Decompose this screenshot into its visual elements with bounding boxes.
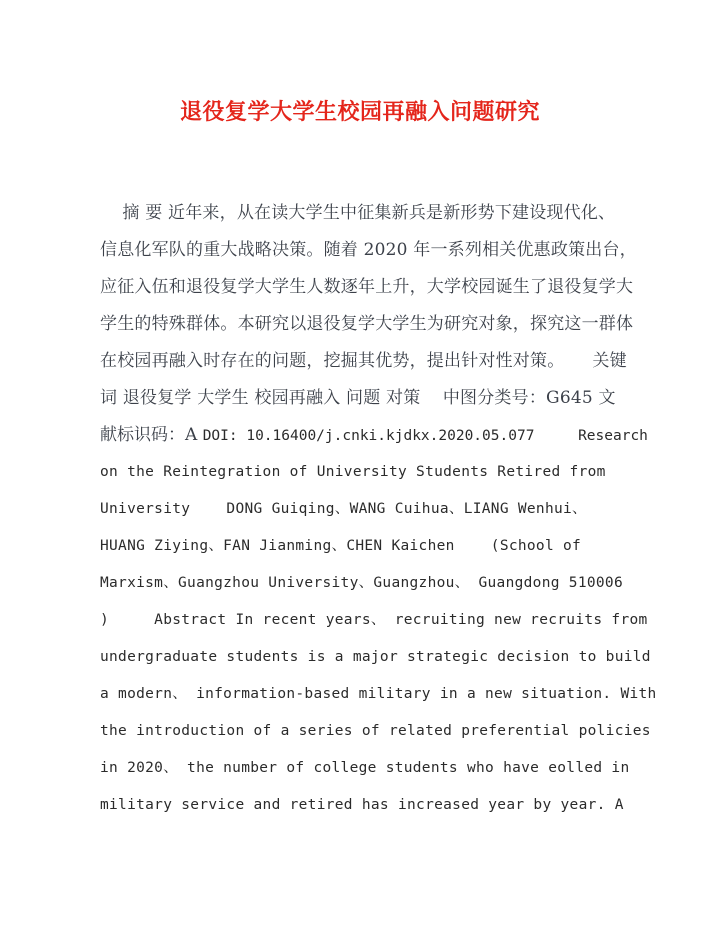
abstract-en-line-5: in 2020、 the number of college students who have eolled in [100,760,630,776]
abstract-cn-line-1: 摘 要 近年来，从在读大学生中征集新兵是新形势下建设现代化、 [100,203,616,223]
authors-line-1: University DONG Guiqing、WANG Cuihua、LIANG Wenhui、 [100,501,587,517]
abstract-en-line-2: undergraduate students is a major strategic decision to build [100,649,651,665]
abstract-en-line-3: a modern、 information-based military in a new situation. With [100,686,657,702]
authors-line-2: HUANG Ziying、FAN Jianming、CHEN Kaichen (School of [100,538,582,554]
abstract-en-line-6: military service and retired has increased year by year. A [100,797,624,813]
document-body [100,195,657,824]
title-en-line-1: on the Reintegration of University Students Retired from [100,464,606,480]
abstract-cn-line-3: 应征入伍和退役复学大学生人数逐年上升，大学校园诞生了退役复学大 [100,277,634,297]
doc-code-text: 献标识码：A [100,425,203,445]
abstract-cn-line-5: 在校园再融入时存在的问题，挖掘其优势，提出针对性对策。 关键 [100,351,627,371]
page-title: 退役复学大学生校园再融入问题研究 [179,100,540,125]
abstract-en-line-1: ) Abstract In recent years、 recruiting new recruits from [100,612,648,628]
doi-text: DOI: 10.16400/j.cnki.kjdkx.2020.05.077 Research [202,428,648,444]
classification-line [100,417,648,454]
affiliation-line: Marxism、Guangzhou University、Guangzhou、 Guangdong 510006 [100,575,623,591]
abstract-cn-line-2: 信息化军队的重大战略决策。随着 2020 年一系列相关优惠政策出台， [100,240,637,260]
abstract-en-line-4: the introduction of a series of related preferential policies [100,723,651,739]
keywords-cn-line: 词 退役复学 大学生 校园再融入 问题 对策 中图分类号：G645 文 [100,388,616,408]
abstract-cn-line-4: 学生的特殊群体。本研究以退役复学大学生为研究对象，探究这一群体 [100,314,634,334]
